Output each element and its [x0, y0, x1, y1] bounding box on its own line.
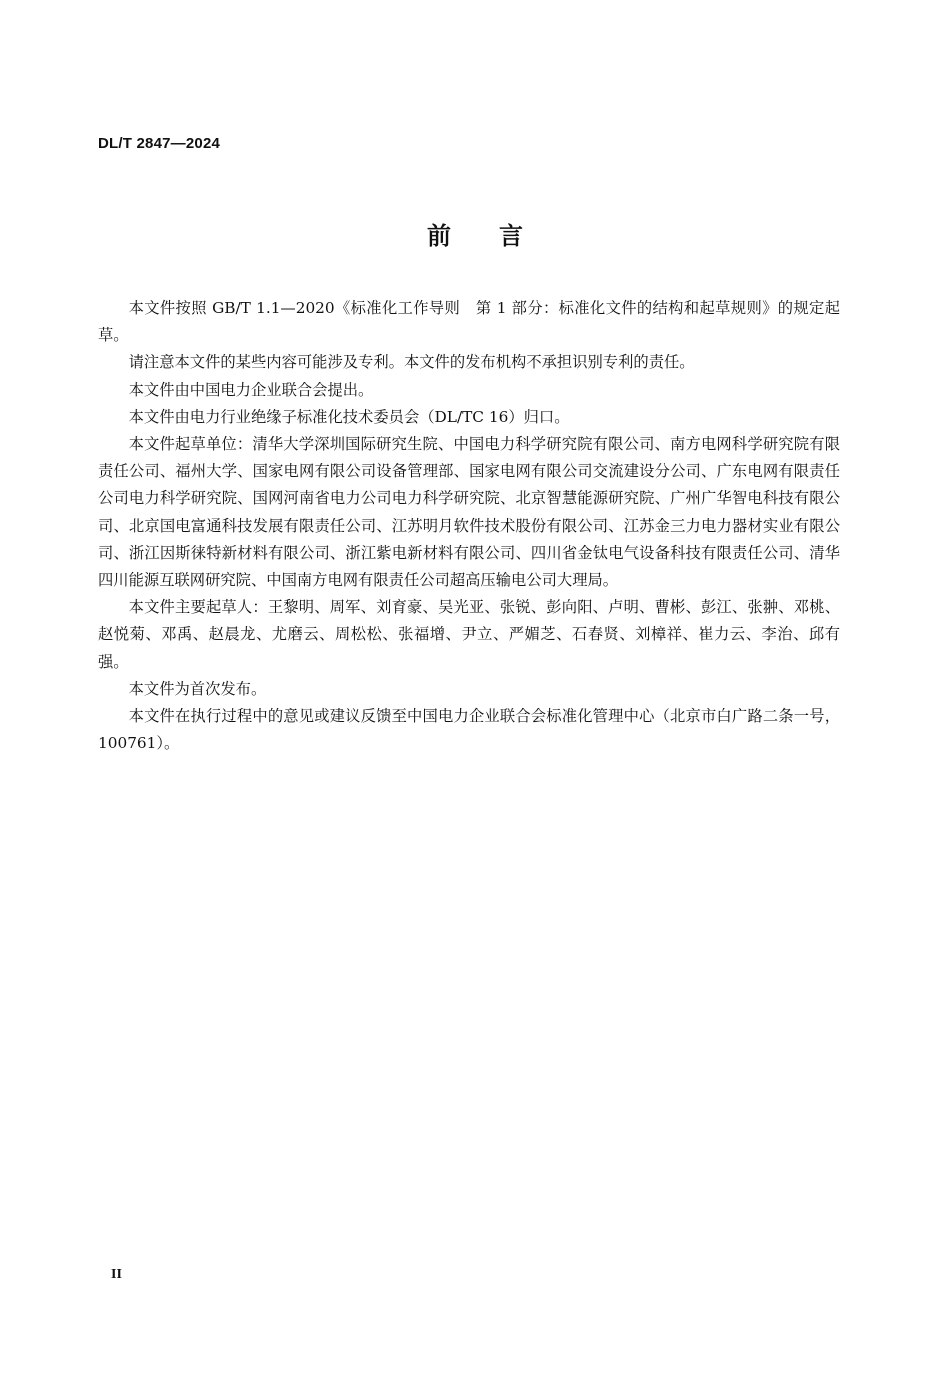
section-title: 前言: [427, 222, 571, 250]
page-number: II: [111, 1267, 122, 1282]
paragraph-first-release: 本文件为首次发布。: [128, 679, 267, 698]
paragraph-committee: 本文件由电力行业绝缘子标准化技术委员会（DL/TC 16）归口。: [128, 407, 570, 426]
paragraph-feedback: 本文件在执行过程中的意见或建议反馈至中国电力企业联合会标准化管理中心（北京市白广路二条一号，100761）。: [98, 707, 840, 753]
paragraph-patent-notice: 请注意本文件的某些内容可能涉及专利。本文件的发布机构不承担识别专利的责任。: [128, 353, 695, 372]
document-code: DL/T 2847—2024: [98, 135, 221, 152]
paragraph-drafting-units: 本文件起草单位：清华大学深圳国际研究生院、中国电力科学研究院有限公司、南方电网科学研究院有限责任公司、福州大学、国家电网有限公司设备管理部、国家电网有限公司交流建设分公司、广东电网有限责任公司电力科学研究院、国网河南省电力公司电力科学研究院、北京智慧能源研究院、广州广华智电科技有限公司、北京国电富通科技发展有限责任公司、江苏明月软件技术股份有限公司、江苏金三力电力器材实业有限公司、浙江因斯徕特新材料有限公司、浙江紫电新材料有限公司、四川省金钛电气设备科技有限责任公司、清华四川能源互联网研究院、中国南方电网有限责任公司超高压输电公司大理局。: [98, 435, 840, 590]
paragraph-drafters: 本文件主要起草人：王黎明、周军、刘育豪、吴光亚、张锐、彭向阳、卢明、曹彬、彭江、张翀、邓桃、赵悦菊、邓禹、赵晨龙、尤磨云、周松松、张福增、尹立、严媚芝、石春贤、刘樟祥、崔力云、李治、邱有强。: [98, 598, 840, 671]
foreword-body: [98, 295, 840, 757]
paragraph-proposer: 本文件由中国电力企业联合会提出。: [128, 380, 374, 399]
paragraph-drafting-rules: 本文件按照 GB/T 1.1—2020《标准化工作导则 第 1 部分：标准化文件的结构和起草规则》的规定起草。: [98, 299, 840, 345]
